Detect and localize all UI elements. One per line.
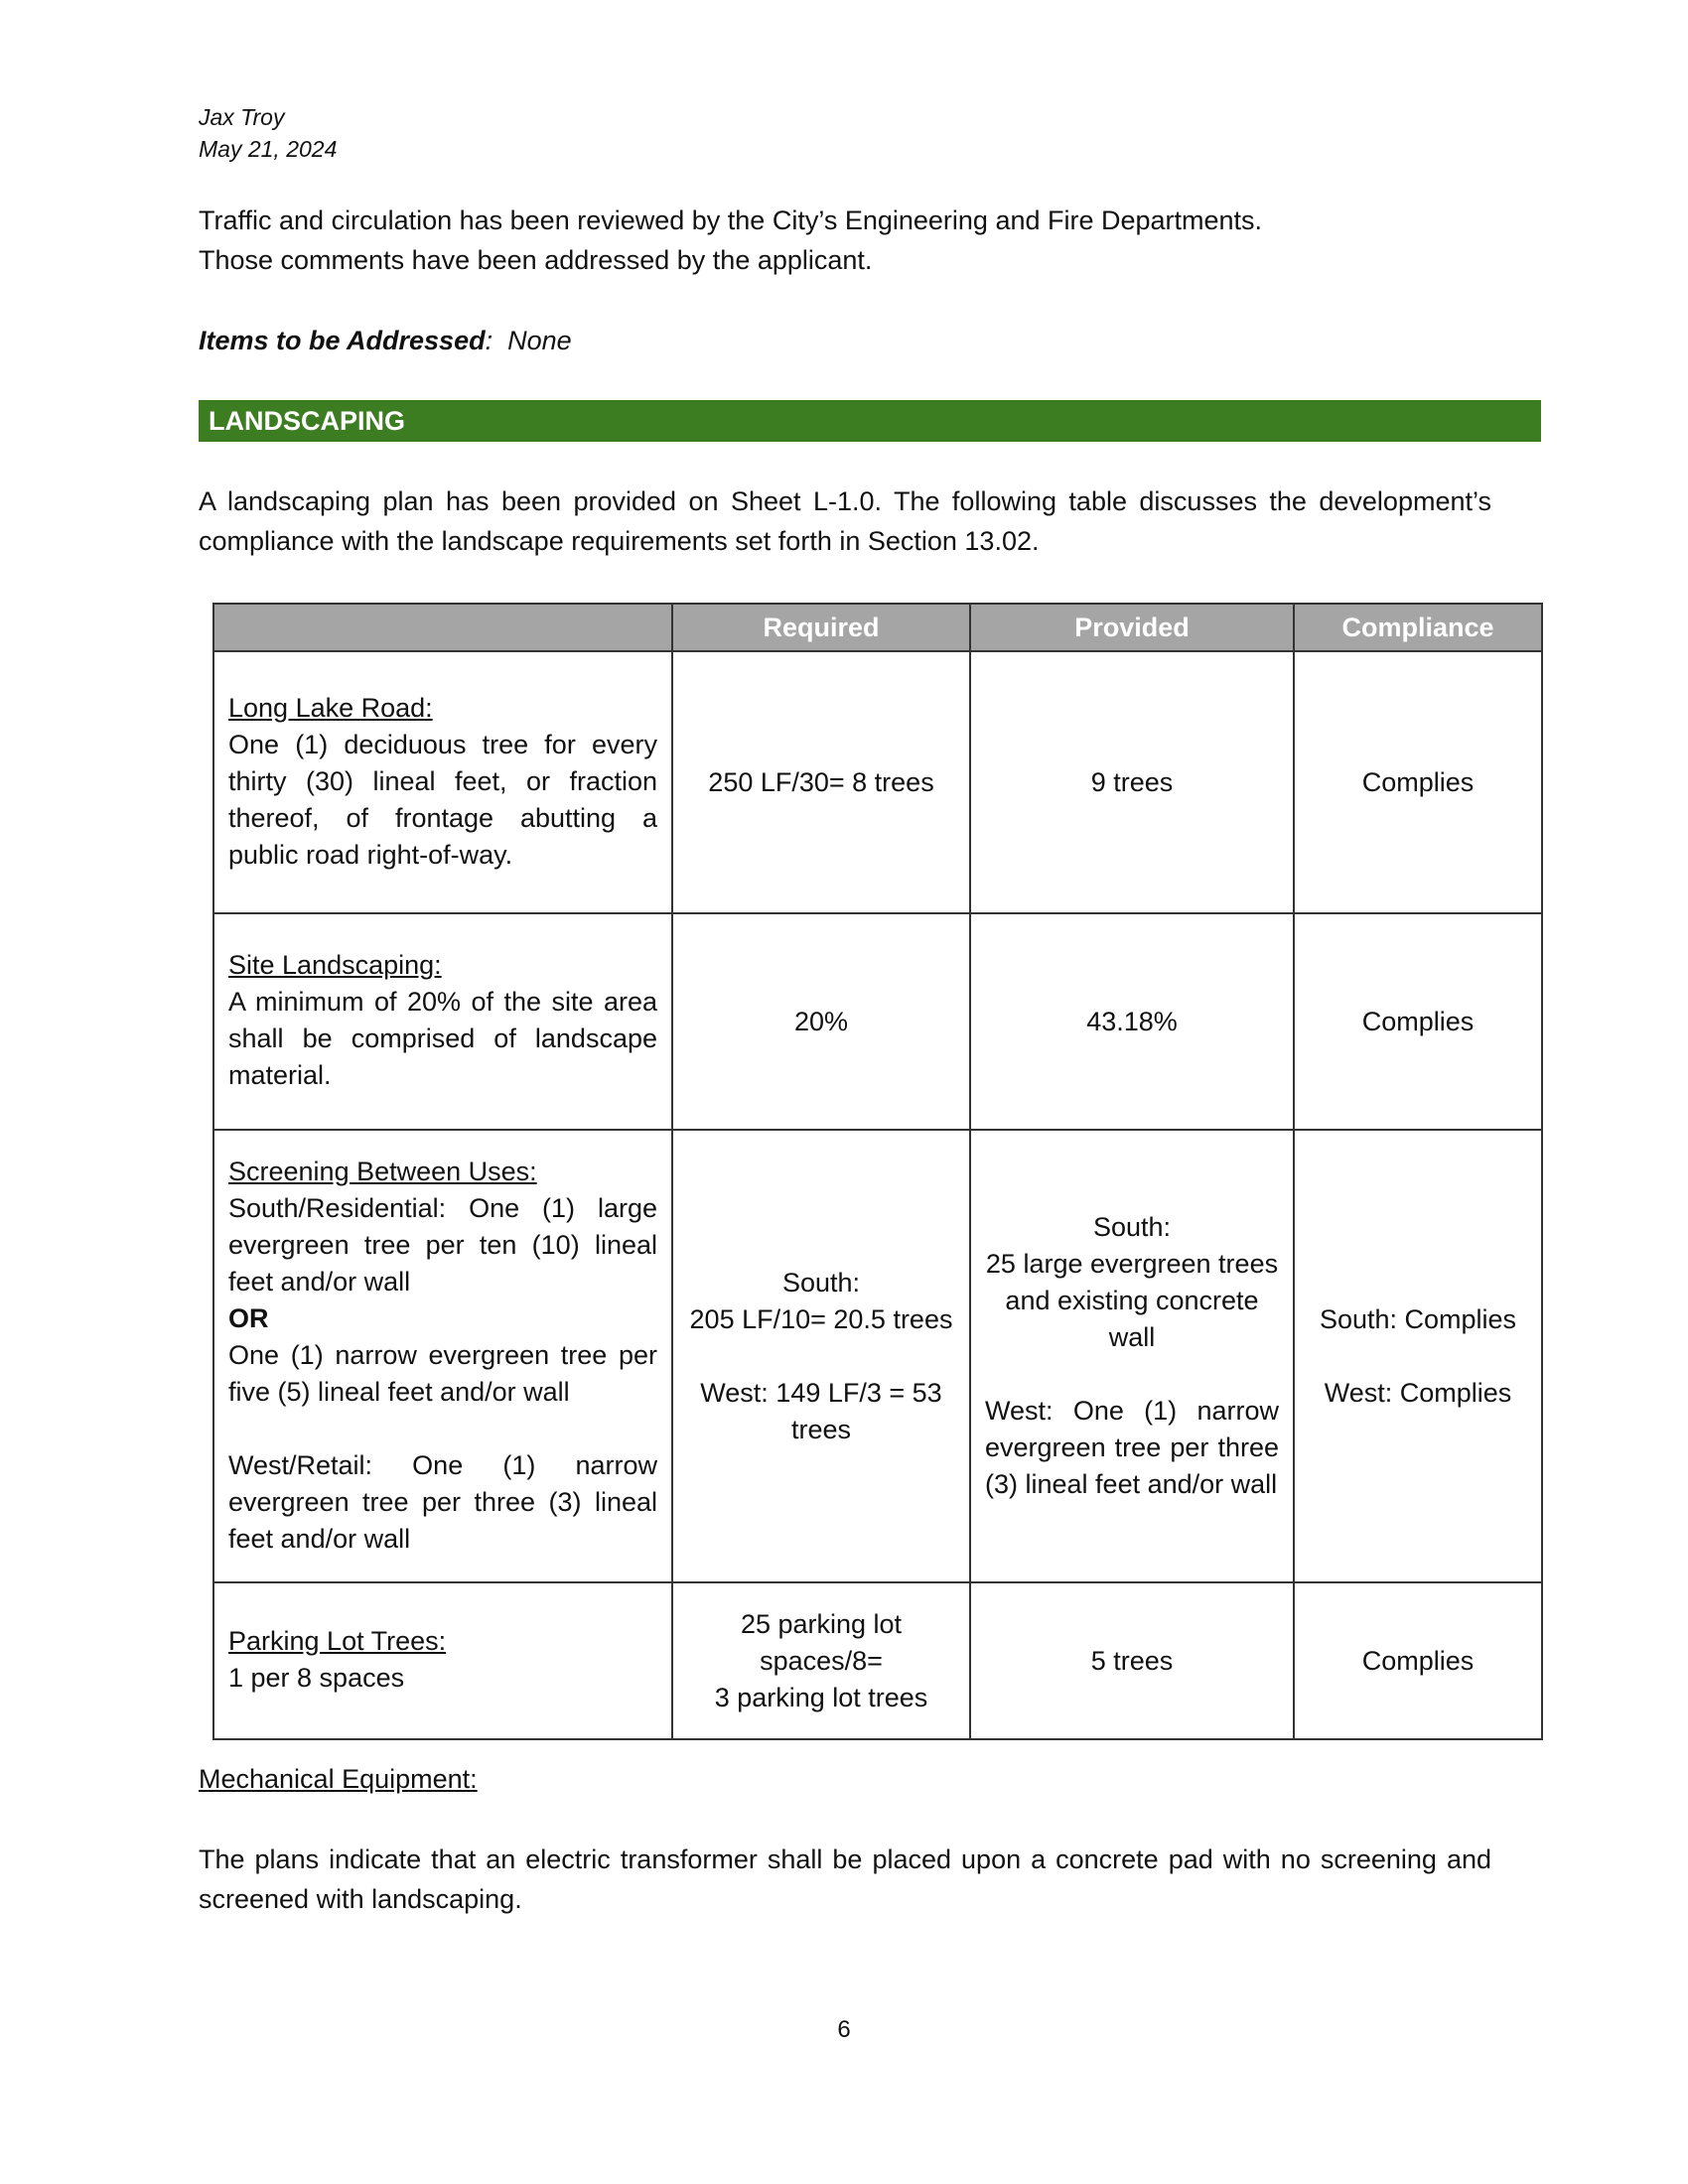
requirement-title: Parking Lot Trees: — [228, 1626, 447, 1656]
header-cell-provided: Provided — [970, 604, 1294, 651]
required-cell — [672, 1130, 970, 1582]
provided-cell: 5 trees — [970, 1582, 1294, 1739]
provided-cell: 9 trees — [970, 651, 1294, 913]
required-line-3: 3 parking lot trees — [714, 1682, 928, 1712]
compliance-cell: Complies — [1294, 913, 1542, 1130]
traffic-line-2: Those comments have been addressed by the applicant. — [199, 245, 873, 275]
mechanical-equipment-heading: Mechanical Equipment: — [199, 1764, 478, 1794]
requirement-or: OR — [228, 1302, 269, 1333]
table-row — [213, 1582, 1542, 1739]
compliance-west: West: Complies — [1324, 1377, 1512, 1408]
requirement-text-narrow: One (1) narrow evergreen tree per five (5) lineal feet and/or wall — [228, 1339, 657, 1407]
items-to-address-value: None — [507, 326, 572, 355]
required-south-label: South: — [781, 1267, 861, 1297]
provided-south-label: South: — [1092, 1212, 1172, 1242]
provided-south-value: 25 large evergreen trees and existing concrete wall — [985, 1249, 1279, 1352]
requirement-title: Screening Between Uses: — [228, 1156, 537, 1186]
provided-west-value: West: One (1) narrow evergreen tree per three (3) lineal feet and/or wall — [985, 1396, 1279, 1499]
page-number: 6 — [837, 2016, 851, 2043]
requirement-text: One (1) deciduous tree for every thirty (30) lineal feet, or fraction thereof, of frontage abutting a public road right-of-way. — [228, 729, 657, 870]
requirement-text-west: West/Retail: One (1) narrow evergreen tree per three (3) lineal feet and/or wall — [228, 1449, 657, 1554]
required-cell — [672, 1582, 970, 1739]
provided-cell — [970, 1130, 1294, 1582]
requirement-cell — [213, 1130, 672, 1582]
table-row — [213, 1130, 1542, 1582]
required-line-1: 25 parking lot — [740, 1608, 903, 1639]
header-cell-blank — [213, 604, 672, 651]
requirement-title: Site Landscaping: — [228, 950, 442, 980]
required-west-value: West: 149 LF/3 = 53 trees — [700, 1377, 942, 1444]
table-row — [213, 913, 1542, 1130]
requirement-cell — [213, 1582, 672, 1739]
requirement-text: A minimum of 20% of the site area shall be comprised of landscape material. — [228, 987, 657, 1090]
compliance-cell: Complies — [1294, 651, 1542, 913]
spacer — [985, 1356, 1279, 1393]
table-row — [213, 651, 1542, 913]
spacer — [228, 1411, 657, 1447]
required-cell: 250 LF/30= 8 trees — [672, 651, 970, 913]
items-colon: : — [485, 326, 493, 355]
compliance-south: South: Complies — [1319, 1303, 1517, 1334]
section-heading-landscaping: LANDSCAPING — [199, 400, 1541, 442]
spacer — [683, 1338, 959, 1375]
requirement-text-south: South/Residential: One (1) large evergreen tree per ten (10) lineal feet and/or wall — [228, 1192, 657, 1297]
landscape-requirements-table — [212, 603, 1543, 1740]
header-cell-compliance: Compliance — [1294, 604, 1542, 651]
table-header-row — [213, 604, 1542, 651]
compliance-cell — [1294, 1130, 1542, 1582]
compliance-cell: Complies — [1294, 1582, 1542, 1739]
traffic-line-1: Traffic and circulation has been reviewed by the City’s Engineering and Fire Departments. — [199, 205, 1263, 235]
required-line-2: spaces/8= — [760, 1645, 883, 1676]
header-author: Jax Troy — [199, 104, 285, 130]
required-cell: 20% — [672, 913, 970, 1130]
requirement-cell — [213, 651, 672, 913]
provided-cell: 43.18% — [970, 913, 1294, 1130]
items-to-address — [199, 321, 1491, 360]
intro-paragraph: A landscaping plan has been provided on Sheet L-1.0. The following table discusses the development’s compliance with the landscape requirements set forth in Section 13.02. — [199, 486, 1491, 556]
traffic-paragraph — [199, 201, 1491, 280]
spacer — [1305, 1338, 1531, 1375]
header-date: May 21, 2024 — [199, 136, 338, 162]
required-south-value: 205 LF/10= 20.5 trees — [689, 1303, 953, 1334]
requirement-cell — [213, 913, 672, 1130]
requirement-text: 1 per 8 spaces — [228, 1663, 405, 1693]
items-to-address-label: Items to be Addressed — [199, 326, 486, 355]
header-cell-required: Required — [672, 604, 970, 651]
mechanical-equipment-paragraph: The plans indicate that an electric transformer shall be placed upon a concrete pad with no screening and screened with landscaping. — [199, 1844, 1491, 1914]
requirement-title: Long Lake Road: — [228, 692, 433, 723]
